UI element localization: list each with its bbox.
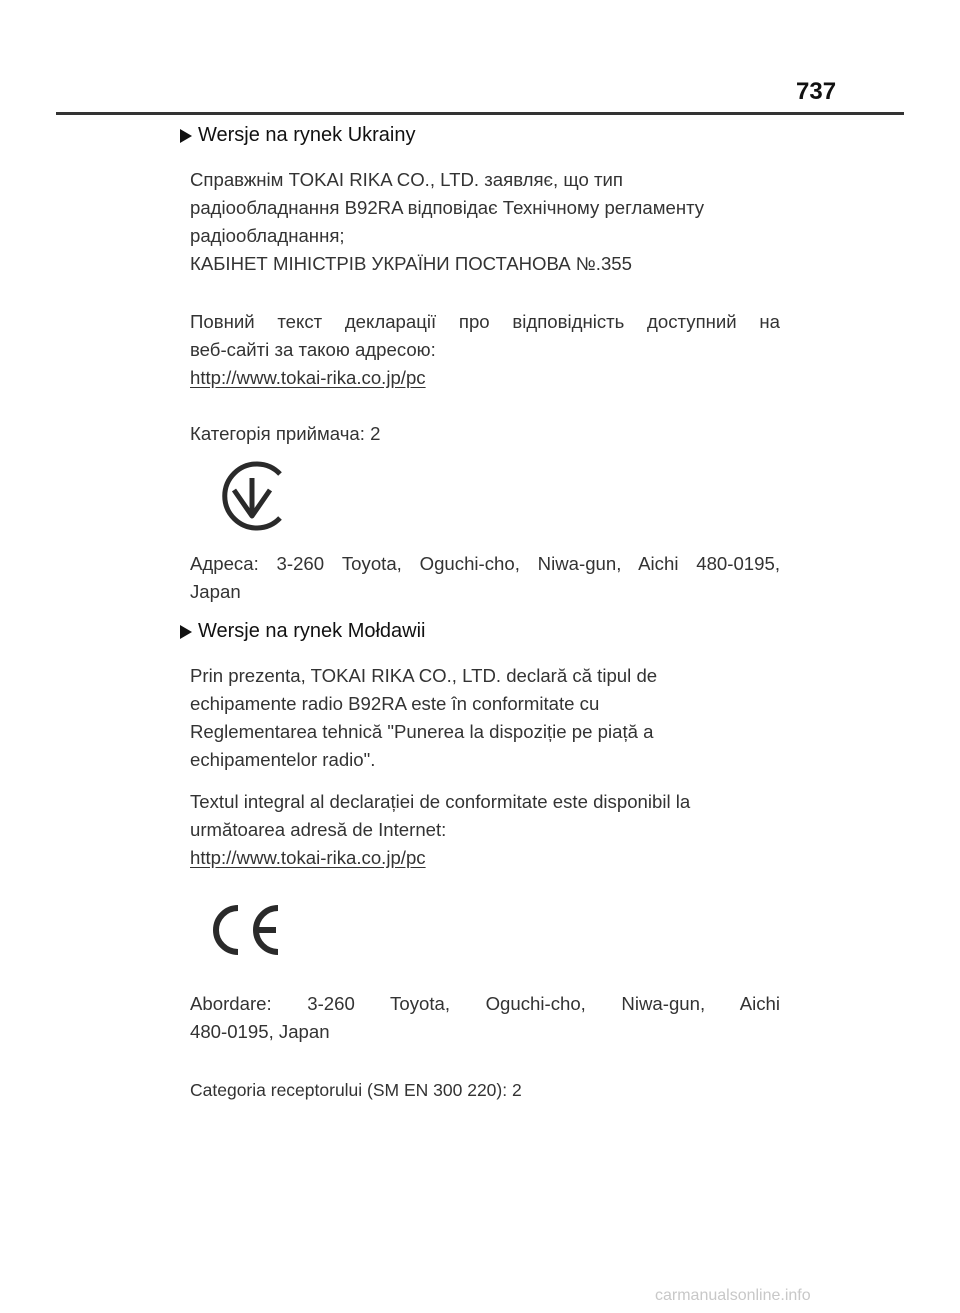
triangle-bullet-icon [180, 625, 192, 639]
page-number: 737 [796, 78, 837, 105]
ukraine-category [190, 420, 780, 448]
triangle-bullet-icon [180, 129, 192, 143]
ukraine-paragraph-1 [190, 166, 780, 278]
ukraine-p2-line: Повний текст декларації про відповідність доступний на [190, 311, 780, 332]
moldova-category [190, 1076, 780, 1104]
ukraine-heading-text: Wersje na rynek Ukrainy [198, 124, 416, 146]
moldova-address [190, 990, 780, 1046]
ukraine-address-line: Адреса: 3-260 Toyota, Oguchi-cho, Niwa-gun, Aichi 480-0195, [190, 553, 780, 574]
header-rule [56, 112, 904, 115]
ukraine-category-text: Категорія приймача: 2 [190, 423, 381, 444]
ukraine-paragraph-2 [190, 308, 780, 392]
moldova-paragraph-2 [190, 788, 780, 872]
moldova-url-link[interactable]: http://www.tokai-rika.co.jp/pc [190, 847, 426, 868]
moldova-category-text: Categoria receptorului (SM EN 300 220): 2 [190, 1080, 522, 1100]
ukraine-p2-line: веб-сайті за такою адресою: [190, 339, 436, 360]
moldova-heading-text: Wersje na rynek Mołdawii [198, 620, 426, 642]
moldova-p2-line: Textul integral al declarației de conformitate este disponibil la [190, 791, 691, 812]
ukraine-p1-line: Справжнім TOKAI RIKA CO., LTD. заявляє, що тип [190, 169, 623, 190]
moldova-p1-line: echipamente radio B92RA este în conformitate cu [190, 693, 600, 714]
moldova-p1-line: Reglementarea tehnică "Punerea la dispoziție pe piață a [190, 721, 654, 742]
ukraine-p1-line: радіообладнання B92RA відповідає Технічному регламенту [190, 197, 705, 218]
footer-watermark: carmanualsonline.info [655, 1287, 811, 1304]
moldova-p1-line: Prin prezenta, TOKAI RIKA CO., LTD. declară că tipul de [190, 665, 658, 686]
moldova-address-line: Abordare: 3-260 Toyota, Oguchi-cho, Niwa-gun, Aichi [190, 993, 780, 1014]
ukraine-url-link[interactable]: http://www.tokai-rika.co.jp/pc [190, 367, 426, 388]
ukraine-heading [180, 124, 415, 147]
moldova-heading [180, 620, 426, 643]
moldova-paragraph-1 [190, 662, 780, 774]
ukrainian-conformity-mark-icon [214, 456, 294, 536]
moldova-p2-line: următoarea adresă de Internet: [190, 819, 447, 840]
ukraine-p1-line: радіообладнання; [190, 225, 345, 246]
moldova-p1-line: echipamentelor radio". [190, 749, 376, 770]
ce-mark-icon [204, 900, 284, 960]
moldova-address-line: 480-0195, Japan [190, 1021, 330, 1042]
ukraine-address [190, 550, 780, 606]
ukraine-address-line: Japan [190, 581, 241, 602]
ukraine-p1-line: КАБІНЕТ МІНІСТРІВ УКРАЇНИ ПОСТАНОВА №.355 [190, 253, 632, 274]
